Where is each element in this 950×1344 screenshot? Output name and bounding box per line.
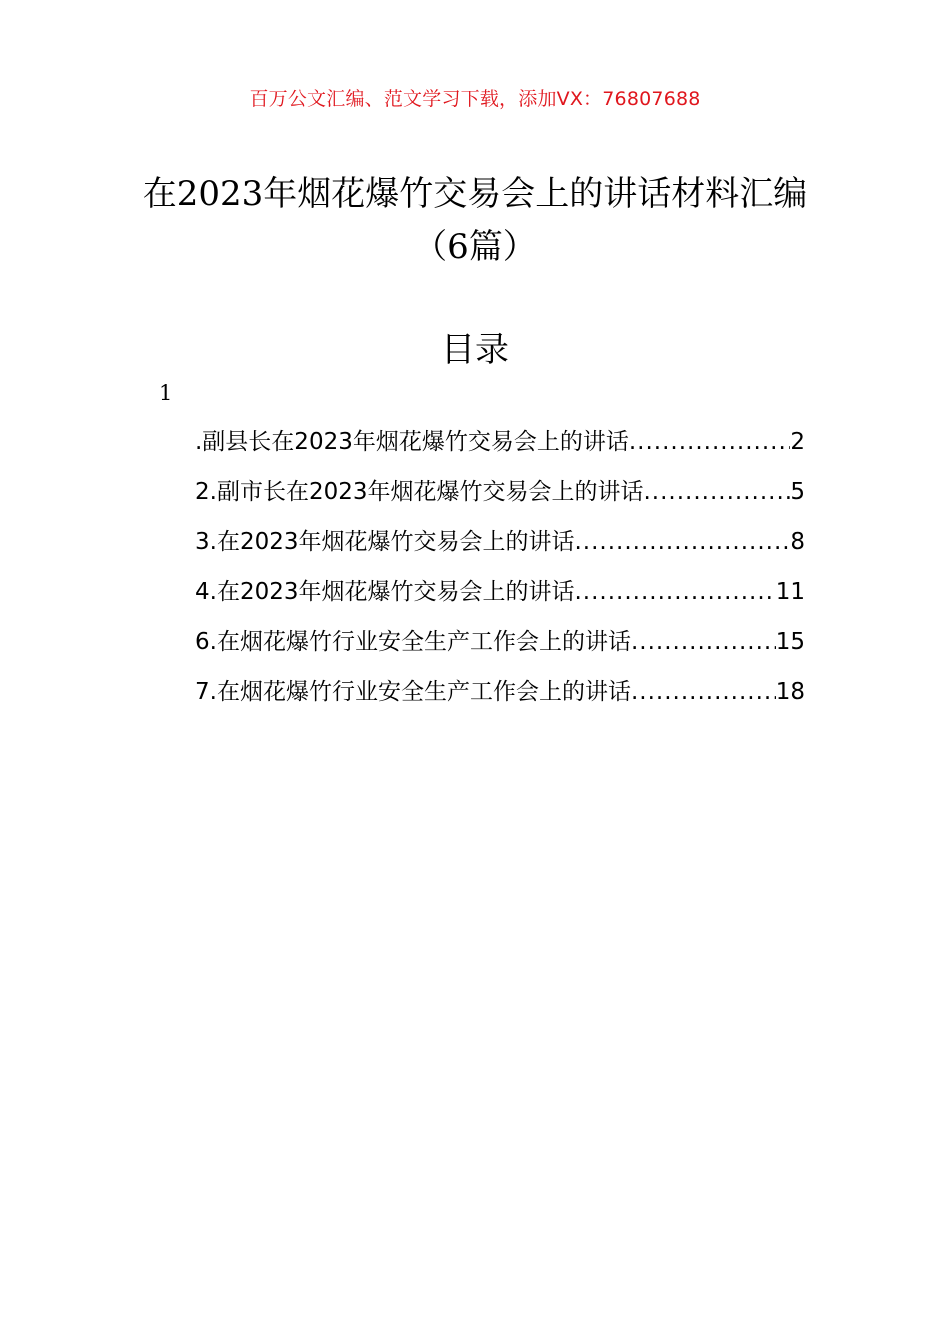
title-part-1: 在 [142, 174, 177, 214]
toc-page-number: 18 [775, 679, 805, 705]
toc-entry-label: 6.在烟花爆竹行业安全生产工作会上的讲话 [195, 629, 631, 655]
table-of-contents [195, 423, 805, 723]
title-count: 6 [447, 227, 469, 267]
toc-entry-label: 2.副市长在2023年烟花爆竹交易会上的讲话 [195, 479, 644, 505]
toc-dot-leader [643, 479, 790, 505]
toc-page-number: 11 [775, 579, 805, 605]
title-year: 2023 [176, 174, 264, 214]
toc-page-number: 2 [790, 429, 805, 455]
toc-page-number: 5 [790, 479, 805, 505]
title-part-3: 篇） [468, 227, 537, 267]
toc-entry[interactable] [195, 423, 805, 473]
toc-entry-label: 4.在2023年烟花爆竹交易会上的讲话 [195, 579, 575, 605]
toc-entry[interactable] [195, 473, 805, 523]
title-part-2: 年烟花爆竹交易会上的讲话材料汇编（ [263, 174, 808, 267]
toc-number-fragment: 1 [159, 381, 173, 405]
toc-entry[interactable] [195, 623, 805, 673]
document-title [140, 168, 810, 274]
toc-dot-leader [629, 429, 791, 455]
toc-page-number: 15 [775, 629, 805, 655]
toc-entry-label: .副县长在2023年烟花爆竹交易会上的讲话 [195, 429, 629, 455]
toc-dot-leader [574, 579, 775, 605]
toc-dot-leader [631, 629, 776, 655]
toc-entry[interactable] [195, 673, 805, 723]
toc-page-number: 8 [790, 529, 805, 555]
toc-dot-leader [574, 529, 790, 555]
toc-entry[interactable] [195, 523, 805, 573]
toc-heading: 目录 [441, 330, 509, 370]
header-banner: 百万公文汇编、范文学习下载，添加VX：76807688 [249, 88, 701, 110]
toc-entry-label: 7.在烟花爆竹行业安全生产工作会上的讲话 [195, 679, 631, 705]
toc-entry[interactable] [195, 573, 805, 623]
toc-entry-label: 3.在2023年烟花爆竹交易会上的讲话 [195, 529, 575, 555]
toc-dot-leader [631, 679, 776, 705]
